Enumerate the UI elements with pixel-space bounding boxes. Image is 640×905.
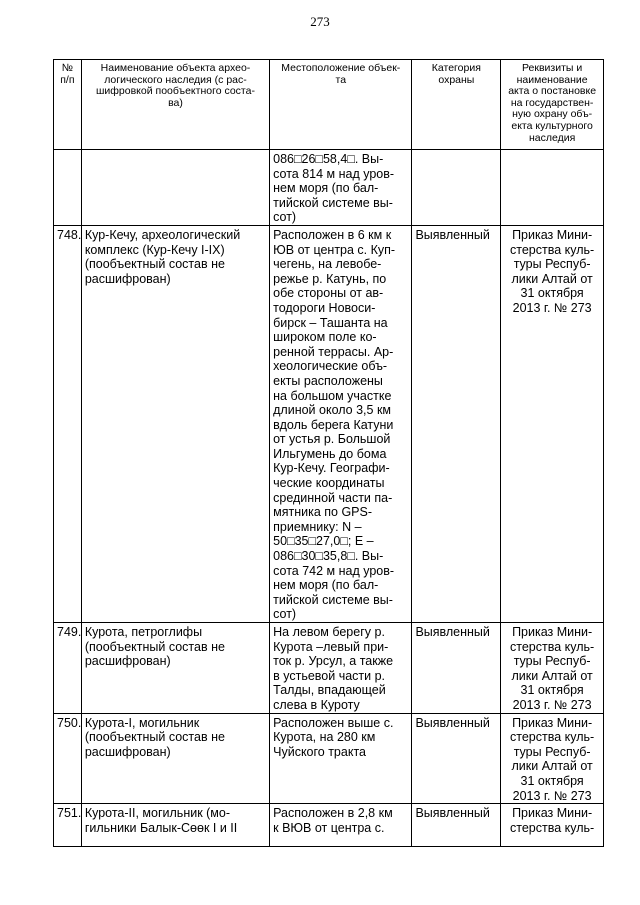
cell-name: Курота, петроглифы (пообъектный состав не расшифрован): [81, 623, 269, 714]
cell-category: Выявленный: [412, 804, 501, 847]
table-row: [54, 804, 604, 847]
cell-category: Выявленный: [412, 225, 501, 622]
cell-location: На левом берегу р. Курота –левый при- ток р. Урсул, а также в устьевой части р. Талды, впадающей слева в Куроту: [270, 623, 412, 714]
table-header-row: [54, 60, 604, 150]
cell-category: [412, 150, 501, 226]
cell-num: [54, 150, 82, 226]
cell-num: 749.: [54, 623, 82, 714]
cell-document: Приказ Мини- стерства куль-: [501, 804, 604, 847]
cell-name: Курота-I, могильник (пообъектный состав не расшифрован): [81, 713, 269, 804]
page-number: 273: [310, 14, 330, 29]
header-name: Наименование объекта архео- логического наследия (с рас- шифровкой пообъектного соста- ва): [81, 60, 269, 150]
cell-num: 751.: [54, 804, 82, 847]
cell-name: Кур-Кечу, археологический комплекс (Кур-Кечу I-IX) (пообъектный состав не расшифрован): [81, 225, 269, 622]
table-row: [54, 623, 604, 714]
header-num: № п/п: [54, 60, 82, 150]
cell-document: [501, 150, 604, 226]
cell-num: 748.: [54, 225, 82, 622]
cell-document: Приказ Мини- стерства куль- туры Респуб- лики Алтай от 31 октября 2013 г. № 273: [501, 713, 604, 804]
cell-location: 086□26□58,4□. Вы- сота 814 м над уров- нем моря (по бал- тийской системе вы- сот): [270, 150, 412, 226]
heritage-registry-table: [53, 59, 604, 847]
cell-category: Выявленный: [412, 623, 501, 714]
cell-location: Расположен в 2,8 км к ВЮВ от центра с.: [270, 804, 412, 847]
cell-location: Расположен выше с. Курота, на 280 км Чуйского тракта: [270, 713, 412, 804]
cell-document: Приказ Мини- стерства куль- туры Респуб- лики Алтай от 31 октября 2013 г. № 273: [501, 225, 604, 622]
cell-location: Расположен в 6 км к ЮВ от центра с. Куп- чегень, на левобе- режье р. Катунь, по обе стороны от ав- тодороги Новоси- бирск – Ташанта на широком поле ко- ренной террасы. Ар- хеологические объ- екты расположены на большом участке длиной около 3,5 км вдоль берега Катуни от устья р. Большой Ильгумень до бома Кур-Кечу. Географи- ческие координаты срединной части па- мятника по GPS- приемнику: N – 50□35□27,0□; E – 086□30□35,8□. Вы- сота 742 м над уров- нем моря (по бал- тийской системе вы- сот): [270, 225, 412, 622]
cell-num: 750.: [54, 713, 82, 804]
table-row: [54, 225, 604, 622]
header-location: Местоположение объек- та: [270, 60, 412, 150]
table-row: [54, 713, 604, 804]
cell-name: [81, 150, 269, 226]
cell-name: Курота-II, могильник (мо- гильники Балык-Сөөк I и II: [81, 804, 269, 847]
cell-document: Приказ Мини- стерства куль- туры Респуб- лики Алтай от 31 октября 2013 г. № 273: [501, 623, 604, 714]
cell-category: Выявленный: [412, 713, 501, 804]
header-document: Реквизиты и наименование акта о постановке на государствен- ную охрану объ- екта культурного наследия: [501, 60, 604, 150]
table-row-continuation: [54, 150, 604, 226]
header-category: Категория охраны: [412, 60, 501, 150]
